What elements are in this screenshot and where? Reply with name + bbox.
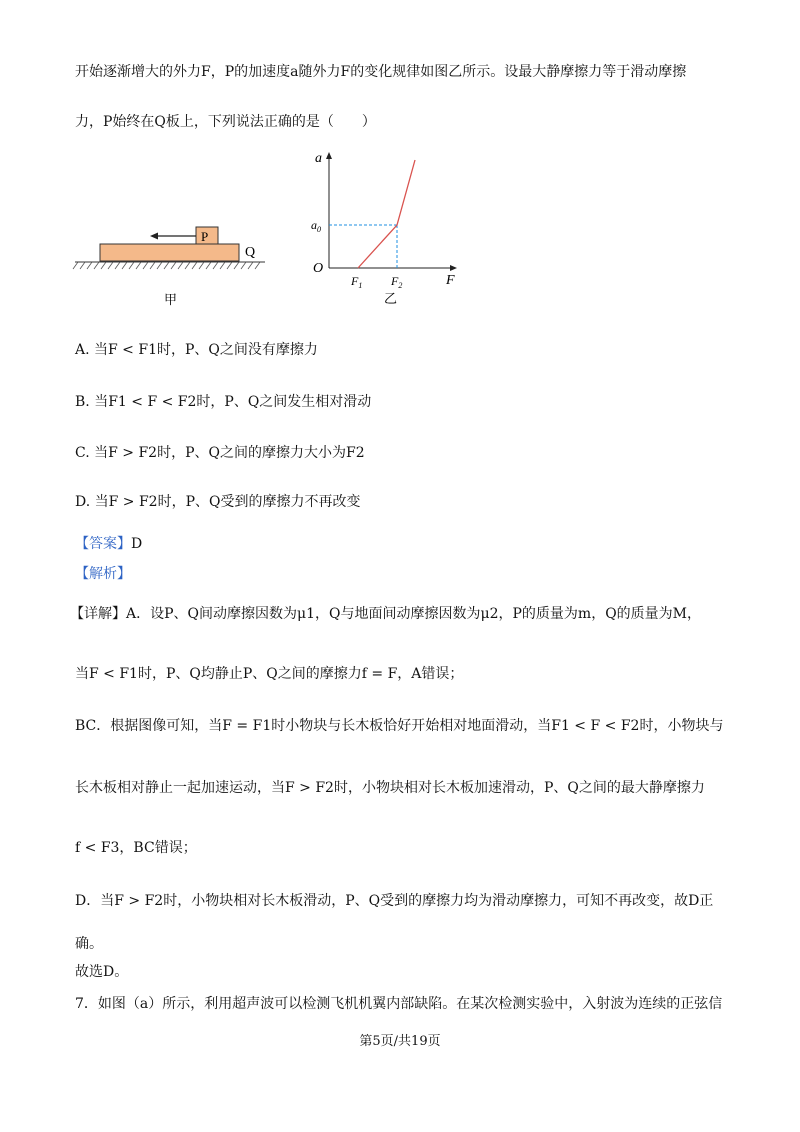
analysis-tag: 【解析】 [75, 566, 131, 582]
conclusion-line: 故选D。 [75, 964, 129, 980]
detail-a-line-1 [70, 604, 701, 624]
series-line [358, 160, 415, 268]
answer-tag: 【答案】 [75, 536, 131, 552]
figure-jia [70, 220, 270, 310]
next-question-line: 7．如图（a）所示，利用超声波可以检测飞机机翼内部缺陷。在某次检测实验中，入射波为连续的正弦信 [75, 996, 723, 1012]
option-b: B. 当F1 < F < F2时，P、Q之间发生相对滑动 [75, 394, 372, 410]
question-line-1: 开始逐渐增大的外力F，P的加速度a随外力F的变化规律如图乙所示。设最大静摩擦力等于滑动摩擦 [75, 64, 687, 80]
answer-line [75, 534, 142, 554]
y-axis-arrowhead [326, 152, 332, 159]
detail-bc-line-2: 长木板相对静止一起加速运动，当F > F2时，小物块相对长木板加速滑动，P、Q之间的最大静摩擦力 [75, 780, 705, 796]
option-c: C. 当F > F2时，P、Q之间的摩擦力大小为F2 [75, 445, 365, 461]
label-p: P [201, 229, 209, 244]
tick-f1: $F_1$ [351, 274, 363, 290]
detail-a-text-1: A．设P、Q间动摩擦因数为μ1，Q与地面间动摩擦因数为μ2，P的质量为m，Q的质量为M， [126, 606, 702, 622]
axis-x-label: F [446, 273, 455, 288]
question-line-2: 力，P始终在Q板上，下列说法正确的是（ ） [75, 114, 376, 130]
detail-tag: 【详解】 [70, 606, 126, 622]
board-q [100, 244, 239, 261]
figure-yi [305, 150, 465, 310]
axis-y-label: a [315, 151, 322, 166]
detail-d-line-1: D．当F > F2时，小物块相对长木板滑动，P、Q受到的摩擦力均为滑动摩擦力，可知不再改变，故D正 [75, 893, 714, 909]
detail-a-line-2: 当F < F1时，P、Q均静止P、Q之间的摩擦力f = F，A错误； [75, 666, 464, 682]
caption-jia: 甲 [164, 293, 178, 308]
page-footer: 第5页/共19页 [359, 1034, 441, 1049]
analysis-line [75, 564, 131, 584]
option-d: D. 当F > F2时，P、Q受到的摩擦力不再改变 [75, 494, 361, 510]
ground-hatch [73, 262, 260, 269]
origin-label: O [313, 261, 324, 276]
answer-value: D [131, 536, 143, 552]
label-q: Q [245, 245, 256, 260]
detail-bc-line-3: f < F3，BC错误； [75, 840, 197, 856]
detail-d-line-2: 确。 [75, 936, 103, 952]
tick-f2: $F_2$ [391, 274, 403, 290]
x-axis-arrowhead [450, 265, 457, 271]
detail-bc-line-1: BC．根据图像可知，当F = F1时小物块与长木板恰好开始相对地面滑动，当F1 < F < F2时，小物块与 [75, 718, 724, 734]
force-arrowhead [150, 233, 158, 240]
tick-a0: $a_0$ [311, 218, 321, 234]
option-a: A. 当F < F1时，P、Q之间没有摩擦力 [75, 342, 318, 358]
caption-yi: 乙 [384, 292, 398, 307]
